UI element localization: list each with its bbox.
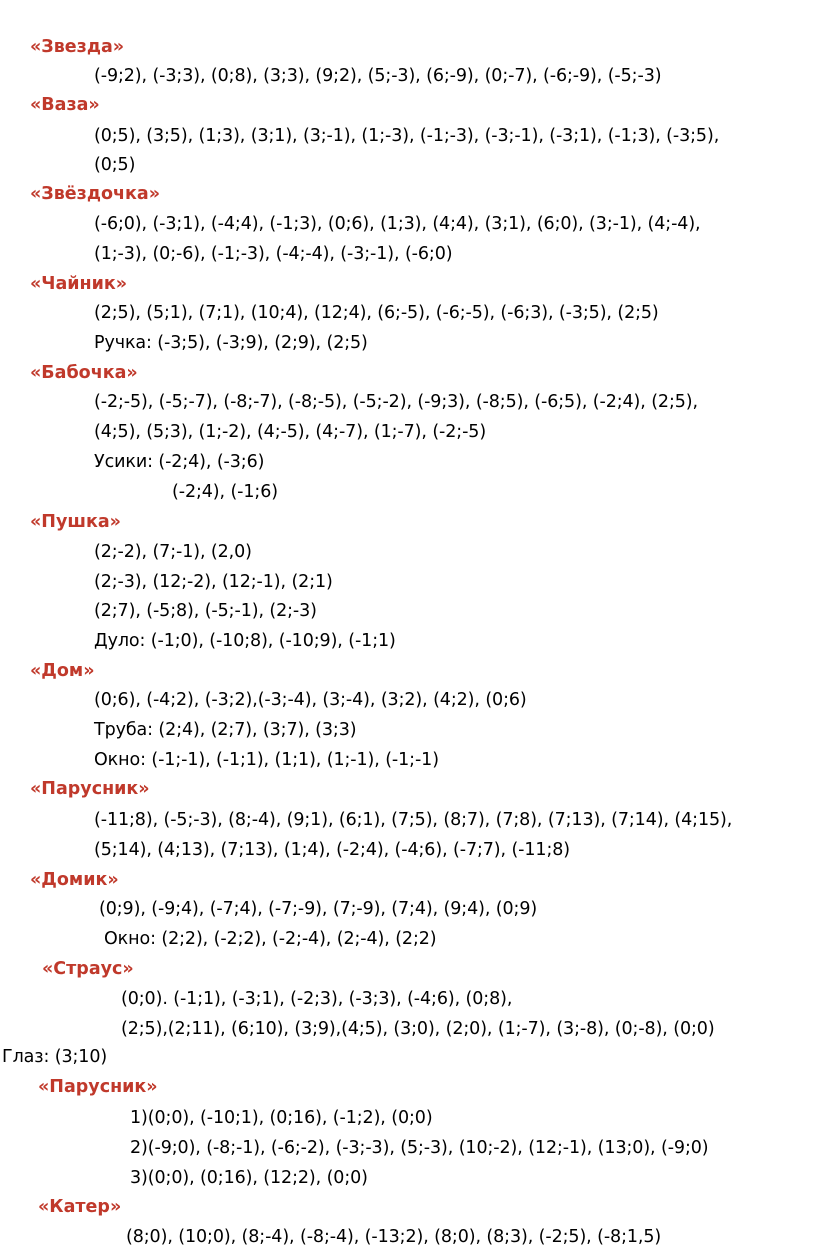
- section-title-parusnik-2: «Парусник»: [38, 1077, 158, 1097]
- coords-line: 2)(-9;0), (-8;-1), (-6;-2), (-3;-3), (5;-3), (10;-2), (12;-1), (13;0), (-9;0): [130, 1138, 709, 1158]
- coords-line-antennae: Усики: (-2;4), (-3;6): [94, 452, 265, 472]
- coords-line: (8;0), (10;0), (8;-4), (-8;-4), (-13;2), (8;0), (8;3), (-2;5), (-8;1,5): [126, 1227, 662, 1247]
- coords-line: (0;0). (-1;1), (-3;1), (-2;3), (-3;3), (-4;6), (0;8),: [121, 989, 513, 1009]
- section-title-pushka: «Пушка»: [30, 512, 121, 532]
- coords-line-chimney: Труба: (2;4), (2;7), (3;7), (3;3): [94, 720, 357, 740]
- section-title-chaynik: «Чайник»: [30, 274, 128, 294]
- section-title-zvezda: «Звезда»: [30, 37, 125, 57]
- coords-line: (2;-2), (7;-1), (2,0): [94, 542, 252, 562]
- coords-line: (-11;8), (-5;-3), (8;-4), (9;1), (6;1), (7;5), (8;7), (7;8), (7;13), (7;14), (4;15),: [94, 810, 733, 830]
- coords-line: (2;5),(2;11), (6;10), (3;9),(4;5), (3;0), (2;0), (1;-7), (3;-8), (0;-8), (0;0): [121, 1019, 715, 1039]
- coords-line: (2;-3), (12;-2), (12;-1), (2;1): [94, 572, 333, 592]
- section-title-domik: «Домик»: [30, 870, 119, 890]
- section-title-dom: «Дом»: [30, 661, 95, 681]
- coords-line: (0;6), (-4;2), (-3;2),(-3;-4), (3;-4), (3;2), (4;2), (0;6): [94, 690, 527, 710]
- coords-line: (-2;-5), (-5;-7), (-8;-7), (-8;-5), (-5;-2), (-9;3), (-8;5), (-6;5), (-2;4), (2;5),: [94, 392, 698, 412]
- coords-line: (0;5): [94, 155, 136, 175]
- coords-line: (-9;2), (-3;3), (0;8), (3;3), (9;2), (5;-3), (6;-9), (0;-7), (-6;-9), (-5;-3): [94, 66, 662, 86]
- coords-line: (-6;0), (-3;1), (-4;4), (-1;3), (0;6), (1;3), (4;4), (3;1), (6;0), (3;-1), (4;-4),: [94, 214, 701, 234]
- coords-line: (0;5), (3;5), (1;3), (3;1), (3;-1), (1;-3), (-1;-3), (-3;-1), (-3;1), (-1;3), (-3;5),: [94, 126, 720, 146]
- coords-line: (0;9), (-9;4), (-7;4), (-7;-9), (7;-9), (7;4), (9;4), (0;9): [99, 899, 538, 919]
- coords-line: (2;5), (5;1), (7;1), (10;4), (12;4), (6;-5), (-6;-5), (-6;3), (-3;5), (2;5): [94, 303, 659, 323]
- coords-line: 1)(0;0), (-10;1), (0;16), (-1;2), (0;0): [130, 1108, 433, 1128]
- coords-line-window: Окно: (2;2), (-2;2), (-2;-4), (2;-4), (2;2): [104, 929, 437, 949]
- coords-line-barrel: Дуло: (-1;0), (-10;8), (-10;9), (-1;1): [94, 631, 396, 651]
- section-title-straus: «Страус»: [42, 959, 134, 979]
- section-title-zvezdochka: «Звёздочка»: [30, 184, 161, 204]
- coords-line-eye: Глаз: (3;10): [2, 1047, 108, 1067]
- section-title-parusnik: «Парусник»: [30, 779, 150, 799]
- coords-line: (1;-3), (0;-6), (-1;-3), (-4;-4), (-3;-1), (-6;0): [94, 244, 453, 264]
- section-title-babochka: «Бабочка»: [30, 363, 138, 383]
- coords-line-handle: Ручка: (-3;5), (-3;9), (2;9), (2;5): [94, 333, 368, 353]
- coords-line-window: Окно: (-1;-1), (-1;1), (1;1), (1;-1), (-1;-1): [94, 750, 439, 770]
- coords-line: (2;7), (-5;8), (-5;-1), (2;-3): [94, 601, 317, 621]
- section-title-kater: «Катер»: [38, 1197, 122, 1217]
- coords-line-antennae: (-2;4), (-1;6): [172, 482, 278, 502]
- coords-line: (4;5), (5;3), (1;-2), (4;-5), (4;-7), (1;-7), (-2;-5): [94, 422, 487, 442]
- section-title-vaza: «Ваза»: [30, 95, 100, 115]
- coords-line: 3)(0;0), (0;16), (12;2), (0;0): [130, 1168, 368, 1188]
- coords-line: (5;14), (4;13), (7;13), (1;4), (-2;4), (-4;6), (-7;7), (-11;8): [94, 840, 571, 860]
